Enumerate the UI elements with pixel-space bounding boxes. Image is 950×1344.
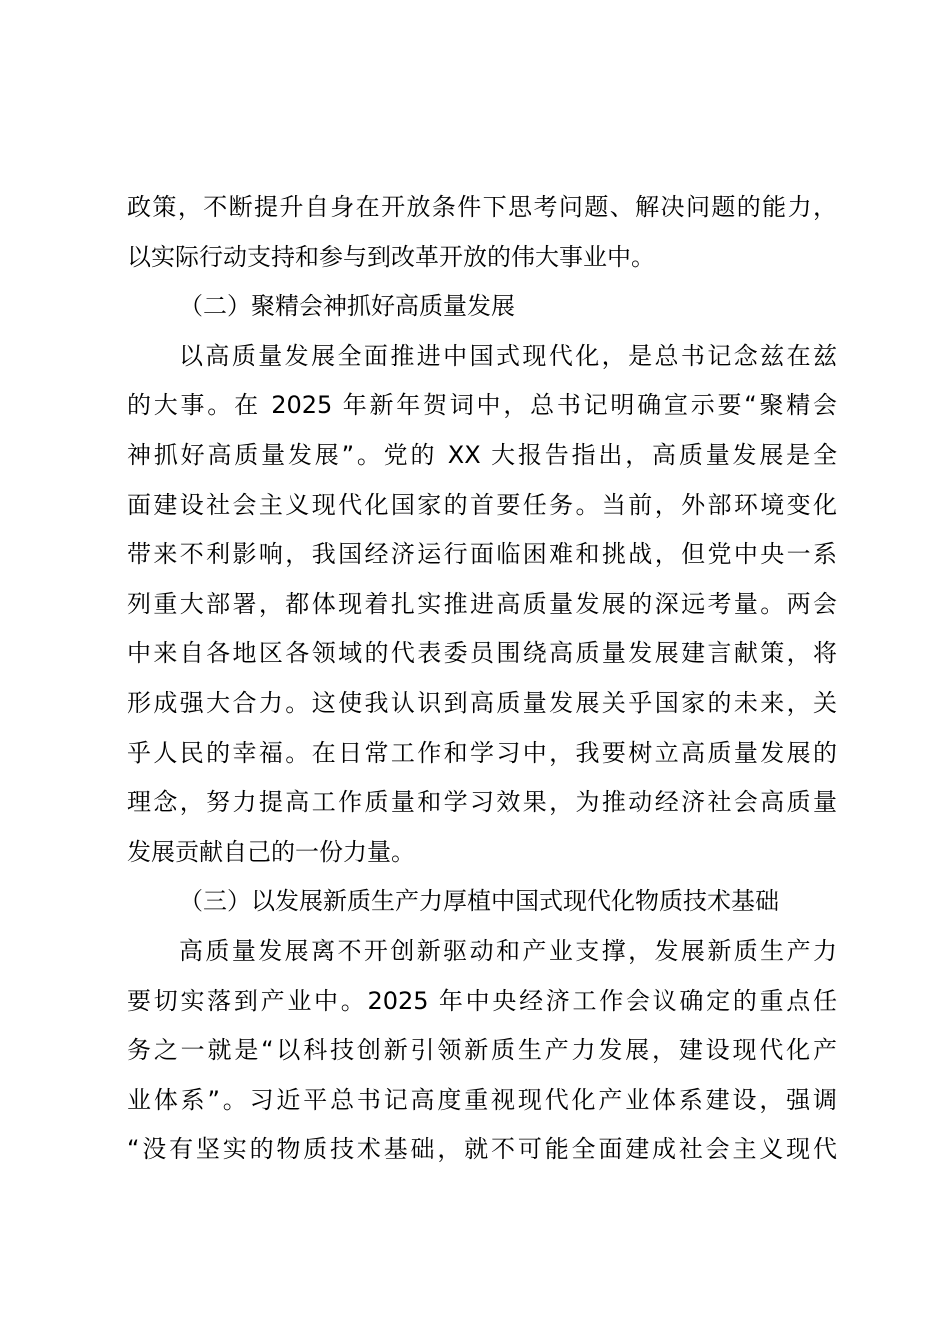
text-line: 中来自各地区各领域的代表委员围绕高质量发展建言献策，将 (127, 639, 837, 668)
text-line: 以实际行动支持和参与到改革开放的伟大事业中。 (127, 242, 655, 271)
text-line: 面建设社会主义现代化国家的首要任务。当前，外部环境变化 (127, 490, 837, 519)
text-line: 带来不利影响，我国经济运行面临困难和挑战，但党中央一系 (127, 540, 837, 569)
section-heading-2: （二）聚精会神抓好高质量发展 (179, 292, 515, 321)
text-line: 要切实落到产业中。2025 年中央经济工作会议确定的重点任 (127, 986, 837, 1015)
text-line: 理念，努力提高工作质量和学习效果，为推动经济社会高质量 (127, 788, 837, 817)
section-heading-3: （三）以发展新质生产力厚植中国式现代化物质技术基础 (179, 887, 779, 916)
text-line: 列重大部署，都体现着扎实推进高质量发展的深远考量。两会 (127, 589, 837, 618)
body-text (127, 183, 837, 1175)
text-line: 务之一就是“以科技创新引领新质生产力发展，建设现代化产 (127, 1036, 837, 1065)
text-line: 形成强大合力。这使我认识到高质量发展关乎国家的未来，关 (127, 688, 837, 717)
text-line: 的大事。在 2025 年新年贺词中，总书记明确宣示要“聚精会 (127, 391, 837, 420)
text-line: 乎人民的幸福。在日常工作和学习中，我要树立高质量发展的 (127, 738, 837, 767)
text-line: 神抓好高质量发展”。党的 XX 大报告指出，高质量发展是全 (127, 440, 837, 469)
text-line: 以高质量发展全面推进中国式现代化，是总书记念兹在兹 (179, 341, 837, 370)
text-line: “没有坚实的物质技术基础，就不可能全面建成社会主义现代 (127, 1135, 837, 1164)
text-line: 业体系”。习近平总书记高度重视现代化产业体系建设，强调 (127, 1085, 837, 1114)
text-line: 高质量发展离不开创新驱动和产业支撑，发展新质生产力 (179, 936, 837, 965)
text-line: 发展贡献自己的一份力量。 (127, 837, 415, 866)
text-line: 政策，不断提升自身在开放条件下思考问题、解决问题的能力， (127, 193, 837, 221)
